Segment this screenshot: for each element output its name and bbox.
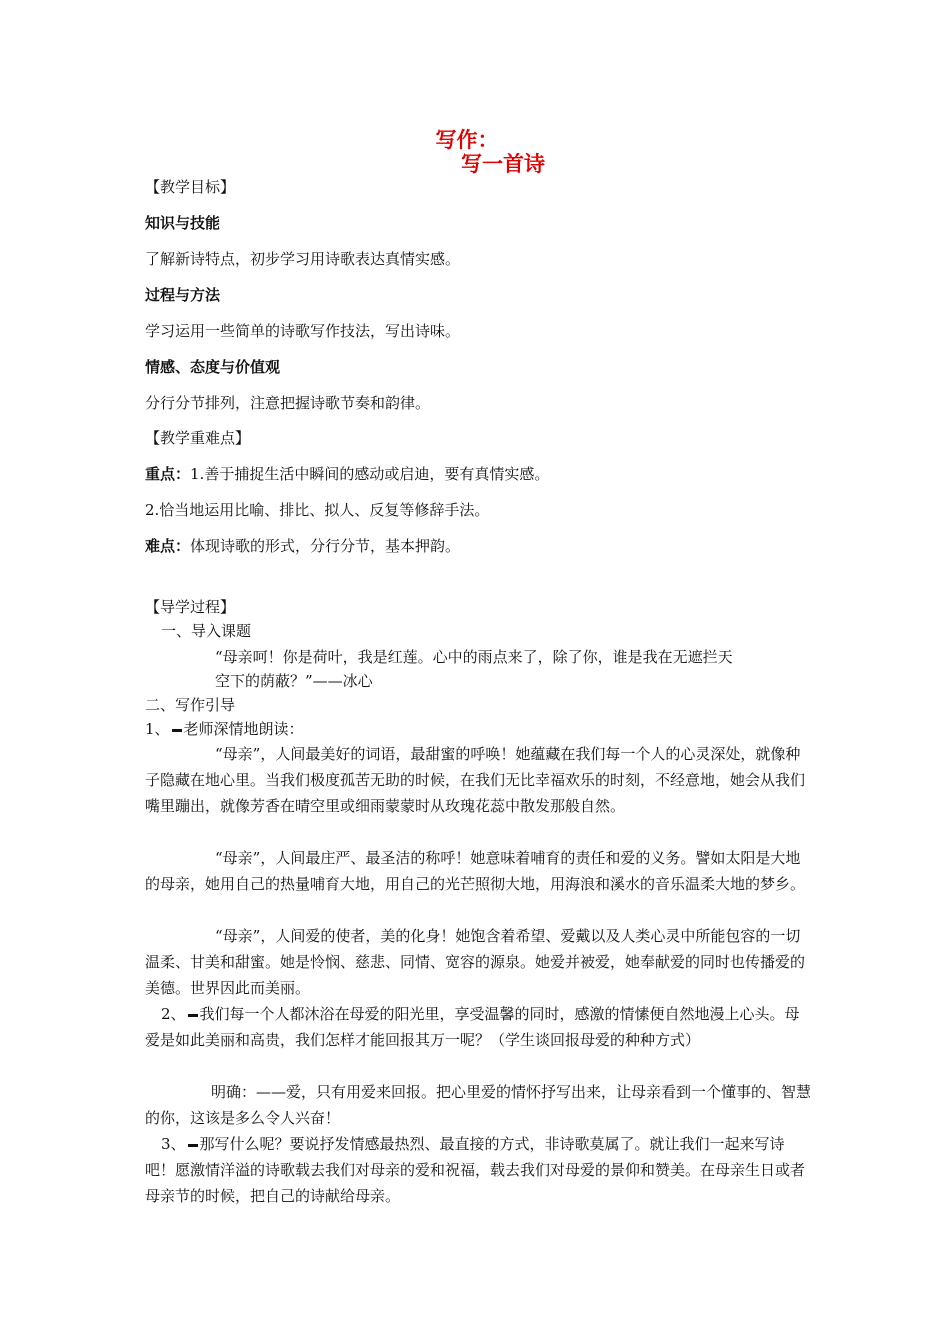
process-heading: 过程与方法: [145, 286, 221, 304]
section-2-heading: 二、写作引导: [145, 696, 236, 714]
item-2-number: 2、: [161, 1005, 186, 1023]
difficulty-text: 体现诗歌的形式，分行分节，基本押韵。: [190, 537, 461, 555]
objectives-header: 【教学目标】: [145, 178, 236, 196]
paragraph-1: [145, 741, 813, 819]
title-line-1: 写作：: [435, 128, 499, 152]
knowledge-heading: 知识与技能: [145, 214, 221, 232]
title-line-2: 写一首诗: [461, 152, 545, 176]
dash-mark-icon: [188, 1014, 198, 1017]
clarify-paragraph: [145, 1079, 813, 1131]
process-header: 【导学过程】: [145, 598, 236, 616]
difficulty-label: 难点：: [145, 537, 191, 555]
difficulty-line: [145, 535, 813, 557]
quote-line-1: “母亲呵！你是荷叶，我是红莲。心中的雨点来了，除了你，谁是我在无遮拦天: [215, 648, 733, 666]
item-1: [145, 718, 813, 740]
item-3: [145, 1131, 813, 1209]
dash-mark-icon: [172, 729, 182, 732]
focus-text-1: 1.善于捕捉生活中瞬间的感动或启迪，要有真情实感。: [190, 465, 550, 483]
knowledge-text: 了解新诗特点，初步学习用诗歌表达真情实感。: [145, 250, 461, 268]
dash-mark-icon: [188, 1144, 198, 1147]
section-1-heading: 一、导入课题: [161, 622, 252, 640]
item-3-number: 3、: [161, 1135, 186, 1153]
paragraph-3-text: “母亲”，人间爱的使者，美的化身！她饱含着希望、爱戴以及人类心灵中所能包容的一切温柔、甘美和甜蜜。她是怜悯、慈悲、同情、宽容的源泉。她爱并被爱，她奉献爱的同时也传播爱的美德。世界因此而美丽。: [145, 927, 806, 997]
paragraph-1-text: “母亲”，人间最美好的词语，最甜蜜的呼唤！她蕴藏在我们每一个人的心灵深处，就像种子隐藏在地心里。当我们极度孤苦无助的时候，在我们无比幸福欢乐的时刻，不经意地，她会从我们嘴里蹦出，就像芳香在晴空里或细雨蒙蒙时从玫瑰花蕊中散发那般自然。: [145, 745, 806, 815]
key-points-header: 【教学重难点】: [145, 429, 251, 447]
item-2-text: 我们每一个人都沐浴在母爱的阳光里，享受温馨的同时，感激的情愫便自然地漫上心头。母爱是如此美丽和高贵，我们怎样才能回报其万一呢？（学生谈回报母爱的种种方式）: [145, 1005, 800, 1049]
emotion-heading: 情感、态度与价值观: [145, 358, 281, 376]
item-2: [145, 1001, 813, 1053]
quote-line-2: 空下的荫蔽？”——冰心: [215, 672, 373, 690]
item-1-number: 1、: [145, 720, 170, 738]
item-1-text: 老师深情地朗读：: [183, 720, 304, 738]
focus-text-2: 2.恰当地运用比喻、排比、拟人、反复等修辞手法。: [145, 501, 490, 519]
item-3-text: 那写什么呢？要说抒发情感最热烈、最直接的方式，非诗歌莫属了。就让我们一起来写诗吧！愿激情洋溢的诗歌载去我们对母亲的爱和祝福，载去我们对母爱的景仰和赞美。在母亲生日或者母亲节的时候，把自己的诗献给母亲。: [145, 1135, 806, 1205]
clarify-text: 明确：——爱，只有用爱来回报。把心里爱的情怀抒写出来，让母亲看到一个懂事的、智慧的你，这该是多么令人兴奋！: [145, 1083, 812, 1127]
paragraph-3: [145, 923, 813, 1001]
focus-line-1: [145, 463, 813, 485]
paragraph-2: [145, 845, 813, 897]
focus-label: 重点：: [145, 465, 191, 483]
emotion-text: 分行分节排列，注意把握诗歌节奏和韵律。: [145, 394, 431, 412]
paragraph-2-text: “母亲”，人间最庄严、最圣洁的称呼！她意味着哺育的责任和爱的义务。譬如太阳是大地的母亲，她用自己的热量哺育大地，用自己的光芒照彻大地，用海浪和溪水的音乐温柔大地的梦乡。: [145, 849, 806, 893]
process-text: 学习运用一些简单的诗歌写作技法，写出诗味。: [145, 322, 461, 340]
